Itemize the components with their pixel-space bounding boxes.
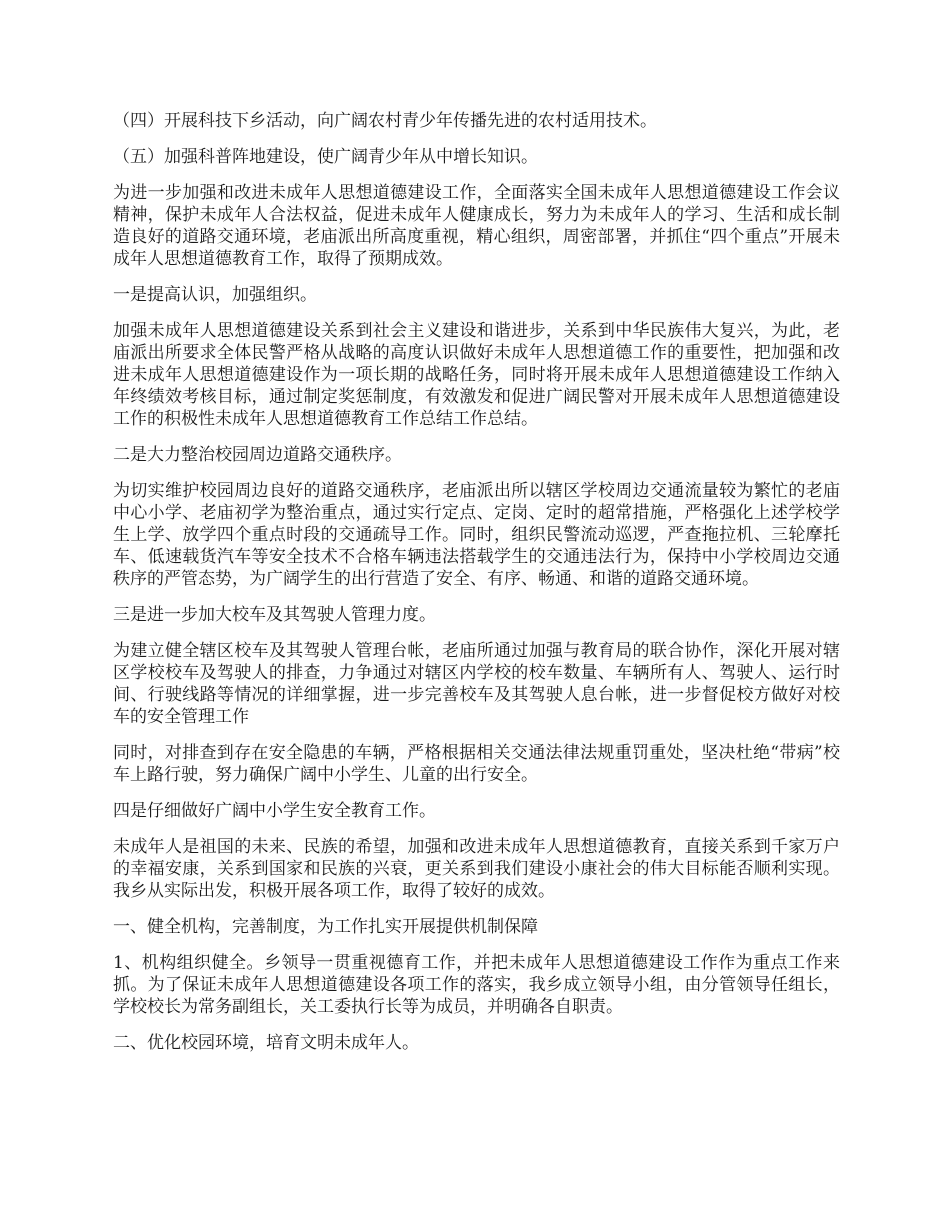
paragraph-1: （四）开展科技下乡活动，向广阔农村青少年传播先进的农村适用技术。 [113,111,657,131]
section-heading-3: 三是进一步加大校车及其驾驶人管理力度。 [113,605,436,625]
section-heading-4: 四是仔细做好广阔中小学生安全教育工作。 [113,801,436,821]
section-heading-2: 二是大力整治校园周边道路交通秩序。 [113,445,402,465]
paragraph-10: 同时，对排查到存在安全隐患的车辆，严格根据相关交通法律法规重罚重处，坚决杜绝“带病”校车上路行驶，努力确保广阔中小学生、儿童的出行安全。 [113,743,840,785]
paragraph-12: 未成年人是祖国的未来、民族的希望，加强和改进未成年人思想道德教育，直接关系到千家万户的幸福安康，关系到国家和民族的兴衰，更关系到我们建设小康社会的伟大目标能否顺利实现。我乡从实际出发，积极开展各项工作，取得了较好的成效。 [113,837,840,901]
paragraph-3: 为进一步加强和改进未成年人思想道德建设工作，全面落实全国未成年人思想道德建设工作会议精神，保护未成年人合法权益，促进未成年人健康成长，努力为未成年人的学习、生活和成长制造良好的道路交通环境，老庙派出所高度重视，精心组织，周密部署，并抓住“四个重点”开展未成年人思想道德教育工作，取得了预期成效。 [113,183,840,269]
section-heading-1: 一是提高认识，加强组织。 [113,285,317,305]
paragraph-2: （五）加强科普阵地建设，使广阔青少年从中增长知识。 [113,147,538,167]
paragraph-14: 1、机构组织健全。乡领导一贯重视德育工作，并把未成年人思想道德建设工作作为重点工作来抓。为了保证未成年人思想道德建设各项工作的落实，我乡成立领导小组，由分管领导任组长，学校校长为常务副组长，关工委执行长等为成员，并明确各自职责。 [113,953,840,1017]
paragraph-5: 加强未成年人思想道德建设关系到社会主义建设和谐进步，关系到中华民族伟大复兴，为此，老庙派出所要求全体民警严格从战略的高度认识做好未成年人思想道德工作的重要性，把加强和改进未成年人思想道德建设作为一项长期的战略任务，同时将开展未成年人思想道德建设工作纳入年终绩效考核目标，通过制定奖惩制度，有效激发和促进广阔民警对开展未成年人思想道德建设工作的积极性未成年人思想道德教育工作总结工作总结。 [113,321,840,429]
section-heading-6: 二、优化校园环境，培育文明未成年人。 [113,1033,419,1053]
paragraph-7: 为切实维护校园周边良好的道路交通秩序，老庙派出所以辖区学校周边交通流量较为繁忙的老庙中心小学、老庙初学为整治重点，通过实行定点、定岗、定时的超常措施，严格强化上述学校学生上学、放学四个重点时段的交通疏导工作。同时，组织民警流动巡逻，严查拖拉机、三轮摩托车、低速载货汽车等安全技术不合格车辆违法搭载学生的交通违法行为，保持中小学校周边交通秩序的严管态势，为广阔学生的出行营造了安全、有序、畅通、和谐的道路交通环境。 [113,481,840,589]
paragraph-9: 为建立健全辖区校车及其驾驶人管理台帐，老庙所通过加强与教育局的联合协作，深化开展对辖区学校校车及驾驶人的排查，力争通过对辖区内学校的校车数量、车辆所有人、驾驶人、运行时间、行驶线路等情况的详细掌握，进一步完善校车及其驾驶人息台帐，进一步督促校方做好对校车的安全管理工作 [113,641,840,727]
section-heading-5: 一、健全机构，完善制度，为工作扎实开展提供机制保障 [113,917,538,937]
